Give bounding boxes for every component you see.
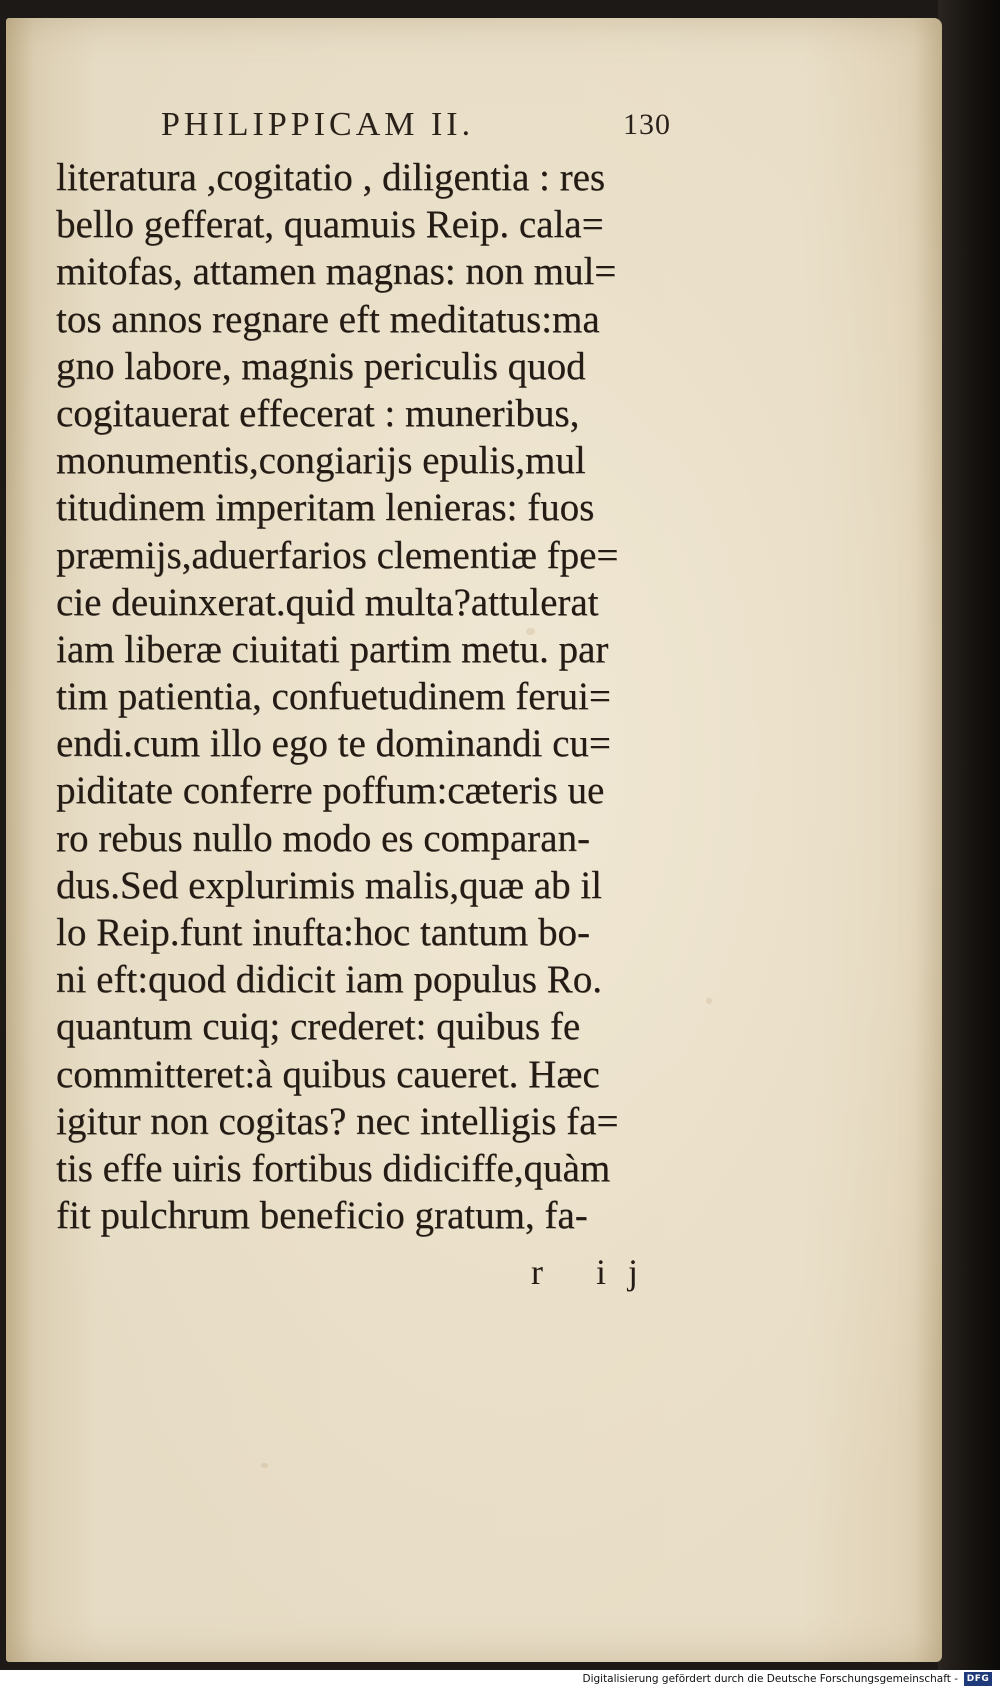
text-line: præmijs,aduerfarios clementiæ fpe= (56, 533, 619, 577)
text-line: bello gefferat, quamuis Reip. cala= (56, 203, 604, 247)
footer-credit: Digitalisierung gefördert durch die Deutsche Forschungsgemeinschaft - (582, 1673, 958, 1685)
text-line: gno labore, magnis periculis quod (56, 344, 586, 388)
text-line: endi.cum illo ego te dominandi cu= (56, 722, 611, 766)
text-line: cie deuinxerat.quid multa?attulerat (56, 580, 599, 624)
text-line: dus.Sed explurimis malis,quæ ab il (56, 863, 602, 907)
text-line: mitofas, attamen magnas: non mul= (56, 250, 617, 294)
body-text (56, 154, 706, 1239)
signature-mark: r ij (531, 1252, 660, 1292)
text-line: tim patientia, confuetudinem ferui= (56, 675, 611, 719)
running-head (161, 106, 681, 156)
text-line: ni eft:quod didicit iam populus Ro. (56, 958, 602, 1002)
foxing-spot (261, 1463, 268, 1468)
text-line: ro rebus nullo modo es comparan- (56, 816, 590, 860)
text-line: fit pulchrum beneficio gratum, fa- (56, 1194, 588, 1238)
foxing-spot (706, 998, 712, 1004)
text-line: committeret:à quibus caueret. Hæc (56, 1052, 600, 1096)
text-line: igitur non cogitas? nec intelligis fa= (56, 1099, 619, 1143)
text-line: monumentis,congiarijs epulis,mul (56, 439, 586, 483)
text-line: lo Reip.funt inufta:hoc tantum bo- (56, 911, 590, 954)
text-line: cogitauerat effecerat : muneribus, (56, 391, 580, 435)
text-line: iam liberæ ciuitati partim metu. par (56, 627, 609, 671)
page-number: 130 (623, 108, 671, 141)
dfg-logo-icon: DFG (964, 1672, 992, 1686)
text-line: quantum cuiq; crederet: quibus fe (56, 1005, 581, 1049)
text-line: literatura ,cogitatio , diligentia : res (56, 156, 606, 199)
text-line: tis effe uiris fortibus didiciffe,quàm (56, 1146, 611, 1190)
book-cover-edge (938, 0, 1000, 1690)
book-page (6, 18, 942, 1662)
text-line: titudinem imperitam lenieras: fuos (56, 486, 595, 530)
text-line: piditate conferre poffum:cæteris ue (56, 769, 605, 813)
digitization-footer (0, 1670, 1000, 1690)
text-line: tos annos regnare eft meditatus:ma (56, 297, 600, 341)
running-head-title: PHILIPPICAM II. (161, 106, 475, 143)
